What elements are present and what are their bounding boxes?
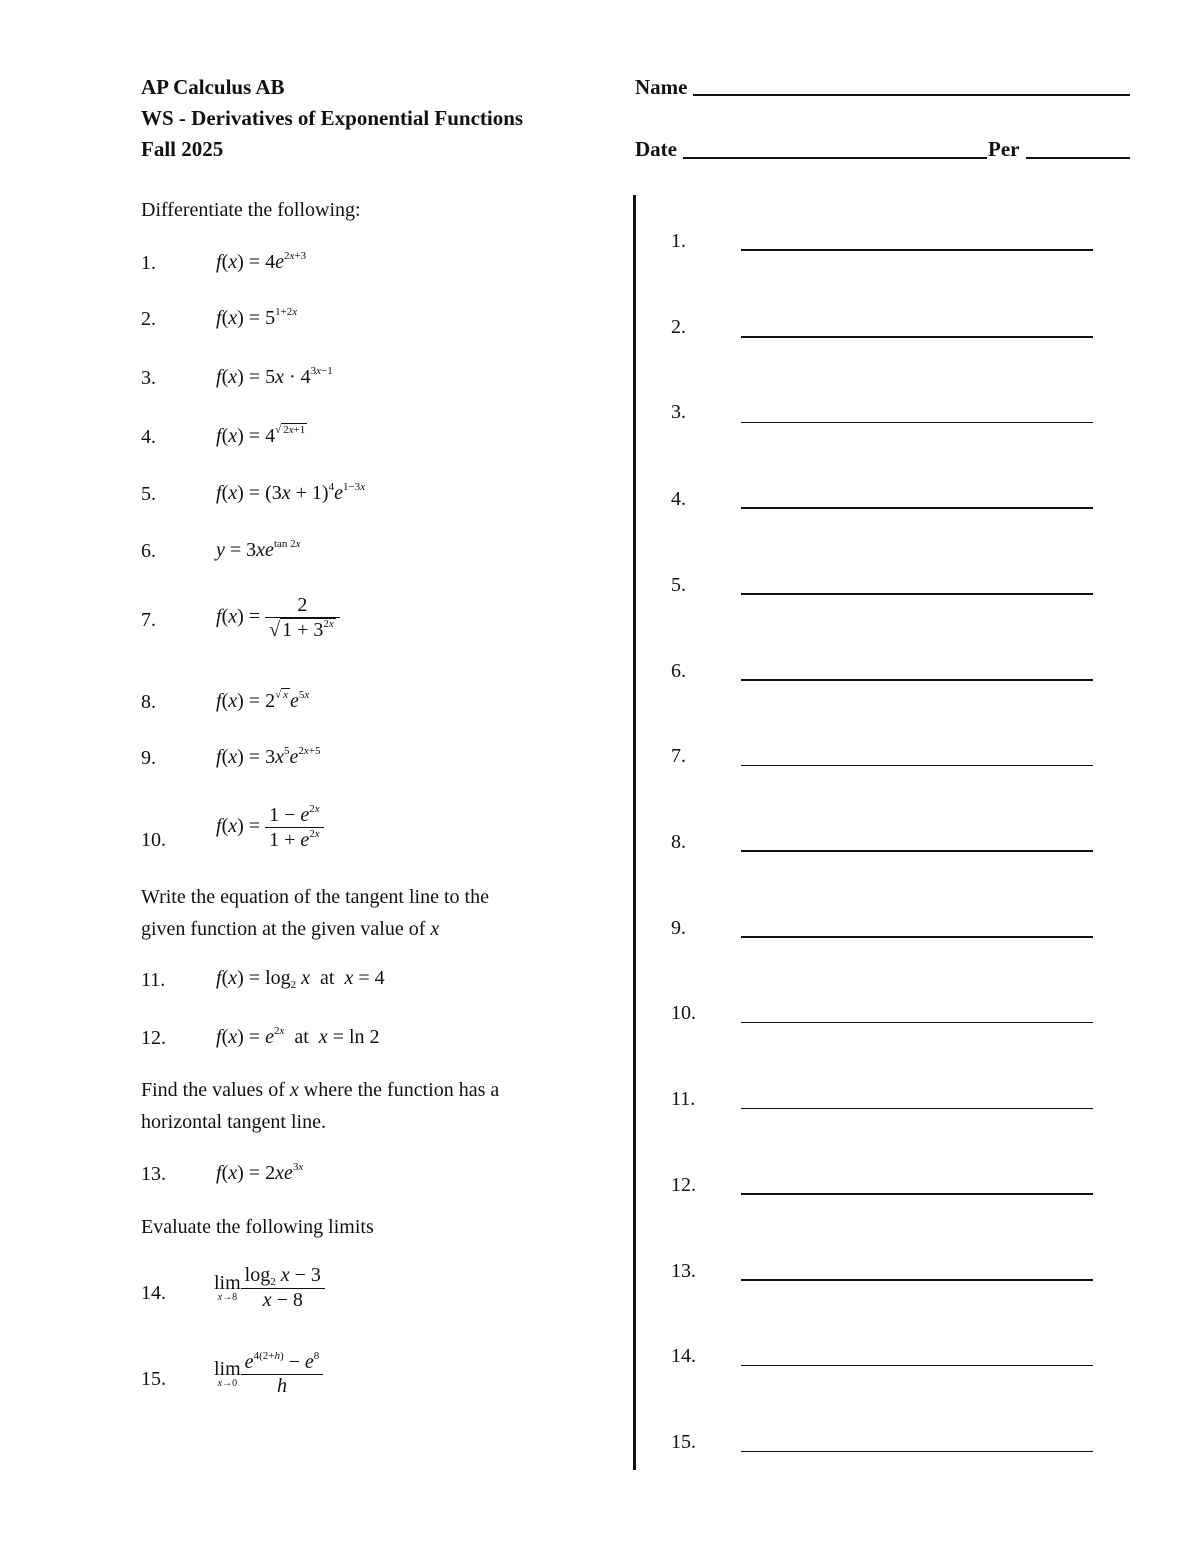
answer-number: 15. <box>671 1431 696 1453</box>
answer-line[interactable] <box>741 249 1093 251</box>
problem-8-expression: $f(x) = 2^{√ x}$ $e^{5x}$ <box>216 689 310 712</box>
problem-15-expression: lim x→0 $\frac{e^{4(2+h)} - e^8}{h}$ <box>214 1350 323 1398</box>
instruction-limits: Evaluate the following limits <box>141 1216 374 1238</box>
problem-number: 9. <box>141 747 156 769</box>
date-field[interactable] <box>683 157 987 159</box>
column-divider <box>633 195 636 1470</box>
answer-line[interactable] <box>741 507 1093 509</box>
problem-number: 7. <box>141 609 156 631</box>
problem-10-expression: f(x) = $\frac{1 - e^{2x}}{1 + e^{2x}}$ <box>216 803 324 852</box>
problem-number: 10. <box>141 829 166 851</box>
problem-3-expression: $f(x) = 5x \cdot 4^{3x-1}$ <box>216 365 333 388</box>
problem-number: 1. <box>141 252 156 274</box>
name-label: Name <box>635 75 688 99</box>
answer-line[interactable] <box>741 1108 1093 1109</box>
answer-number: 5. <box>671 574 686 596</box>
answer-number: 14. <box>671 1345 696 1367</box>
answer-line[interactable] <box>741 936 1093 938</box>
problem-11-expression: $f(x) = \log_2 x$ at x = 4 <box>216 967 385 991</box>
date-label: Date <box>635 137 677 161</box>
answer-line[interactable] <box>741 422 1093 423</box>
answer-number: 11. <box>671 1088 696 1110</box>
answer-number: 6. <box>671 660 686 682</box>
problem-12-expression: $f(x) = e^{2x}$ at x = ln 2 <box>216 1025 380 1048</box>
answer-line[interactable] <box>741 1193 1093 1195</box>
instruction-tangent-line: Write the equation of the tangent line to the <box>141 886 489 908</box>
answer-line[interactable] <box>741 679 1093 681</box>
name-field[interactable] <box>693 94 1130 96</box>
problem-1-expression: $f(x) = 4e^{2x+3}$ <box>216 250 307 273</box>
answer-line[interactable] <box>741 1365 1093 1366</box>
problem-number: 5. <box>141 483 156 505</box>
problem-14-expression: lim x→8 $\frac{\log_2 x - 3}{x - 8}$ <box>214 1264 325 1312</box>
course-title: AP Calculus AB <box>141 75 285 99</box>
problem-number: 12. <box>141 1027 166 1049</box>
per-label: Per <box>988 137 1020 161</box>
problem-13-expression: $f(x) = 2xe^{3x}$ <box>216 1161 304 1184</box>
answer-number: 10. <box>671 1002 696 1024</box>
answer-line[interactable] <box>741 1451 1093 1452</box>
answer-number: 12. <box>671 1174 696 1196</box>
problem-number: 14. <box>141 1282 166 1304</box>
period-field[interactable] <box>1026 157 1130 159</box>
answer-line[interactable] <box>741 336 1093 338</box>
instruction-horizontal-post: where the function has a <box>298 1079 500 1101</box>
problem-4-expression: $f(x) = 4^{√ 2x+1}$ <box>216 424 306 447</box>
instruction-differentiate: Differentiate the following: <box>141 199 361 221</box>
term-label: Fall 2025 <box>141 137 224 161</box>
answer-number: 3. <box>671 401 686 423</box>
problem-6-expression: $y = 3xe^{tan 2x}$ <box>216 538 301 561</box>
answer-number: 9. <box>671 917 686 939</box>
answer-number: 4. <box>671 488 686 510</box>
problem-number: 2. <box>141 308 156 330</box>
instruction-tangent-text: given function at the given value of <box>141 918 426 940</box>
answer-number: 7. <box>671 745 686 767</box>
variable-x: x <box>289 1079 299 1101</box>
worksheet-title: WS - Derivatives of Exponential Functions <box>141 106 524 130</box>
answer-number: 8. <box>671 831 686 853</box>
instruction-horizontal-tangent-cont: horizontal tangent line. <box>141 1111 326 1133</box>
answer-line[interactable] <box>741 765 1093 766</box>
answer-number: 1. <box>671 230 686 252</box>
instruction-tangent-line-cont <box>141 918 439 941</box>
problem-7-expression: f(x) = $\frac{2}{√ 1 + 3^{2x}}$ <box>216 594 340 642</box>
answer-line[interactable] <box>741 1022 1093 1023</box>
problem-number: 11. <box>141 969 166 991</box>
answer-line[interactable] <box>741 593 1093 595</box>
variable-x: x <box>430 918 440 940</box>
problem-5-expression: $f(x) = (3x + 1)^4e^{1-3x}$ <box>216 481 366 504</box>
problem-number: 4. <box>141 426 156 448</box>
answer-line[interactable] <box>741 850 1093 852</box>
problem-number: 8. <box>141 691 156 713</box>
answer-number: 2. <box>671 316 686 338</box>
problem-number: 13. <box>141 1163 166 1185</box>
problem-number: 15. <box>141 1368 166 1390</box>
problem-2-expression: $f(x) = 5^{1+2x}$ <box>216 306 298 329</box>
problem-9-expression: $f(x) = 3x^5e^{2x+5}$ <box>216 745 321 768</box>
instruction-horizontal-tangent <box>141 1079 499 1102</box>
answer-line[interactable] <box>741 1279 1093 1281</box>
instruction-horizontal-pre: Find the values of <box>141 1079 290 1101</box>
problem-number: 3. <box>141 367 156 389</box>
answer-number: 13. <box>671 1260 696 1282</box>
problem-number: 6. <box>141 540 156 562</box>
